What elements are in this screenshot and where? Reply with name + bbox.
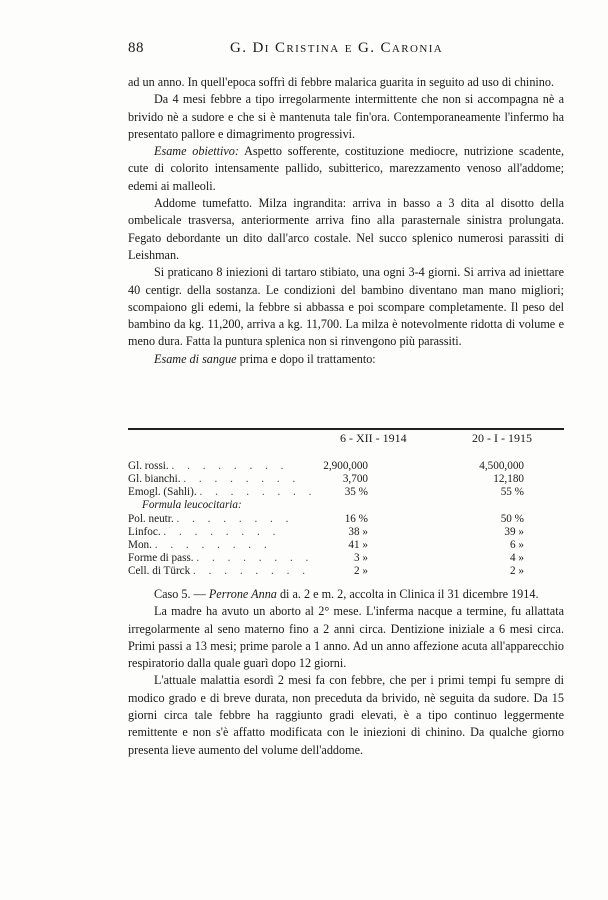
cell: 38 » — [348, 526, 368, 538]
paragraph — [128, 351, 564, 368]
cell: 3,700 — [342, 473, 368, 485]
table-row — [128, 539, 564, 552]
row-label: Gl. rossi. . . . . . . . . — [128, 460, 289, 472]
row-label: Cell. di Türck . . . . . . . . — [128, 565, 310, 577]
cell: 35 % — [344, 486, 368, 498]
cell: 50 % — [500, 513, 524, 525]
paragraph: Si praticano 8 iniezioni di tartaro stibiato, una ogni 3-4 giorni. Si arriva ad iniettare 40 centigr. della sostanza. Le condizioni del bambino diventano man mano migliori; scompaiono gli edemi, la febbre si abbassa e poi scompare completamente. Il peso del bambino da kg. 11,200, arriva a kg. 11,700. La milza è notevolmente ridotta di volume e meno dura. Fatta la puntura splenica non si rinvengono più parassiti. — [128, 265, 564, 349]
paragraph: ad un anno. In quell'epoca soffrì di febbre malarica guarita in seguito ad uso di chinino. — [128, 75, 555, 89]
cell: 2 » — [354, 565, 368, 577]
page-number: 88 — [128, 40, 144, 56]
body-text-top — [128, 74, 564, 368]
cell: 39 » — [504, 526, 524, 538]
cell: 4,500,000 — [479, 460, 524, 472]
row-label: Gl. bianchi. . . . . . . . . — [128, 473, 301, 485]
row-label: Forme di pass. . . . . . . . . — [128, 552, 314, 564]
cell: 41 » — [348, 539, 368, 551]
italic-label: Esame obiettivo: — [154, 144, 239, 159]
table-rule — [128, 428, 564, 430]
paragraph: La madre ha avuto un aborto al 2° mese. L'inferma nacque a termine, fu allattata irregolarmente al seno materno fino a 2 anni circa. Dentizione iniziale a 6 mesi circa. Primi passi a 13 mesi; prime parole a 1 anno. Ad un anno affezione acuta all'apparecchio respiratorio dalla quale guarì dopo 12 giorni. — [128, 604, 564, 671]
table-row — [128, 473, 564, 486]
table-row — [128, 460, 564, 473]
cell: 4 » — [510, 552, 524, 564]
cell: 3 » — [354, 552, 368, 564]
paragraph — [128, 143, 564, 195]
paragraph: L'attuale malattia esordì 2 mesi fa con febbre, che per i primi tempi fu sempre di modico grado e di breve durata, non preceduta da brivido, nè seguita da sudore. Da 15 giorni circa tale febbre ha raggiunto gradi elevati, è a tipo continuo leggermente remittente e non s'è affatto modificata con le iniezioni di chinino. Da qualche giorno presenta lieve aumento del volume dell'addome. — [128, 673, 564, 757]
paragraph: Addome tumefatto. Milza ingrandita: arriva in basso a 3 dita al disotto della ombelicale trasversa, anteriormente arriva fino alla parasternale sinistra prolungata. Fegato debordante un dito dall'arco costale. Nel succo splenico numerosi parassiti di Leishman. — [128, 196, 564, 262]
cell: 6 » — [510, 539, 524, 551]
case-heading: Caso 5. — Perrone Anna di a. 2 e m. 2, accolta in Clinica il 31 dicembre 1914. — [154, 587, 539, 601]
table-row — [128, 552, 564, 565]
patient-name: Perrone Anna — [208, 587, 277, 601]
blood-table — [128, 432, 564, 578]
cell: 12,180 — [493, 473, 524, 485]
row-label: Pol. neutr. . . . . . . . . — [128, 513, 294, 525]
column-header: 20 - I - 1915 — [472, 431, 532, 445]
table-row — [128, 526, 564, 539]
row-label: Mon. . . . . . . . . — [128, 539, 272, 551]
table-row — [128, 565, 564, 578]
running-title: G. Di Cristina e G. Caronia — [230, 40, 444, 56]
paragraph-text: prima e dopo il trattamento: — [239, 351, 376, 366]
table-row — [128, 513, 564, 526]
italic-label: Esame di sangue — [154, 351, 237, 366]
row-label: Emogl. (Sahli). . . . . . . . . — [128, 486, 317, 498]
row-label: Linfoc. . . . . . . . . — [128, 526, 281, 538]
column-header: 6 - XII - 1914 — [340, 431, 407, 445]
cell: 55 % — [500, 486, 524, 498]
cell: 16 % — [344, 513, 368, 525]
paragraph-text: Aspetto sofferente, costituzione mediocre, nutrizione scadente, cute di colorito intensamente pallido, subitterico, marezzamento venoso all'addome; edemi ai malleoli. — [128, 144, 565, 193]
body-text-bottom — [128, 586, 564, 759]
cell: 2,900,000 — [323, 460, 368, 472]
paragraph: Da 4 mesi febbre a tipo irregolarmente intermittente che non si accompagna nè a brivido nè a sudore e che si è mantenuta tale fin'ora. Contemporaneamente l'infermo ha presentato pallore e dimagrimento progressivi. — [128, 92, 564, 141]
table-header — [128, 432, 564, 454]
cell: 2 » — [510, 565, 524, 577]
table-row — [128, 486, 564, 499]
table-subheading: Formula leucocitaria: — [142, 499, 242, 511]
